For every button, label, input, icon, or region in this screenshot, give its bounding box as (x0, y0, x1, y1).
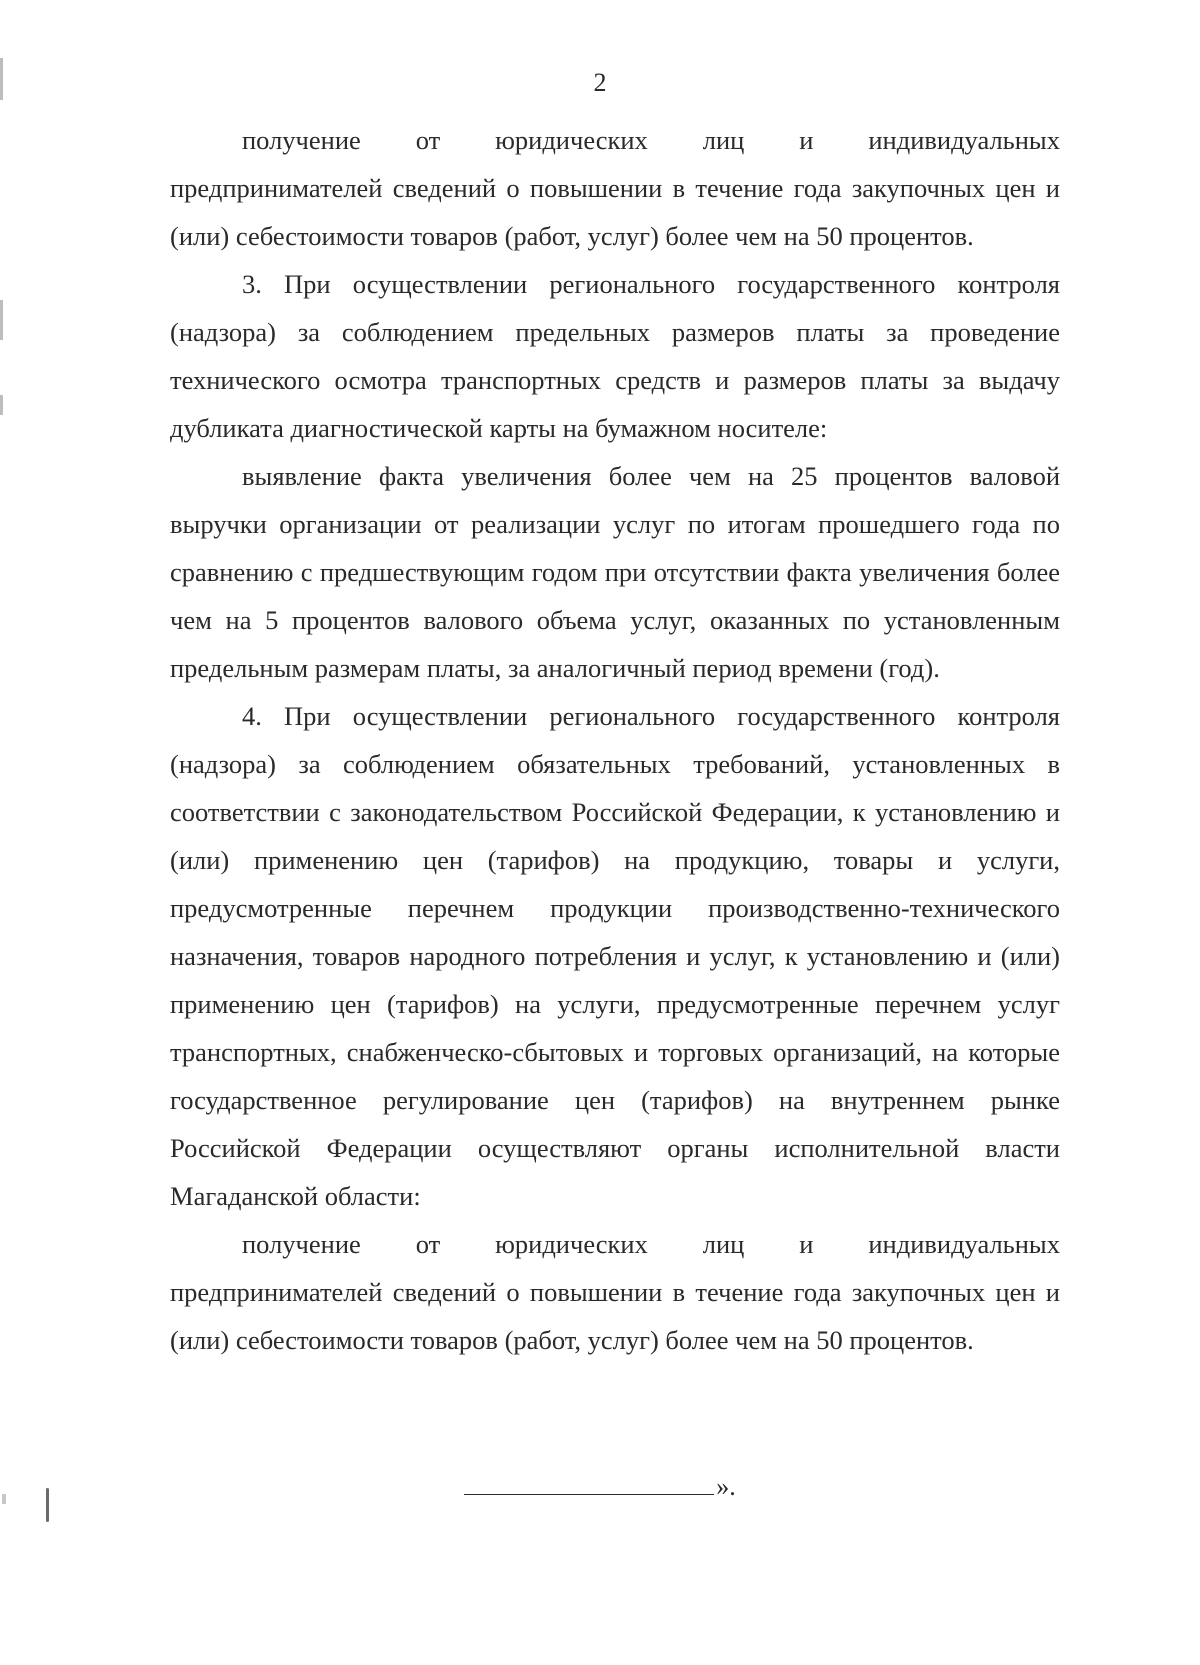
closing-rule (464, 1478, 714, 1495)
closing-line (0, 1472, 1200, 1502)
scan-artifact-mark (46, 1488, 49, 1522)
document-body (170, 116, 1060, 1364)
scan-margin-mark (0, 300, 3, 340)
closing-quote-mark: ». (716, 1472, 736, 1501)
scan-margin-mark (0, 395, 3, 415)
paragraph-item-4-condition-continuation: предпринимателей сведений о повышении в течение года закупочных цен и (или) себестоимости товаров (работ, услуг) более чем на 50 процентов. (170, 1277, 1060, 1355)
paragraph-1-continuation: предпринимателей сведений о повышении в течение года закупочных цен и (или) себестоимости товаров (работ, услуг) более чем на 50 процентов. (170, 173, 1060, 251)
paragraph-item-3: 3. При осуществлении регионального государственного контроля (надзора) за соблюдением предельных размеров платы за проведение технического осмотра транспортных средств и размеров платы за выдачу дубликата диагностической карты на бумажном носителе: (170, 269, 1060, 443)
paragraph-1-first-line: получение от юридических лиц и индивидуальных (242, 125, 1060, 155)
paragraph-item-4-condition-first-line: получение от юридических лиц и индивидуальных (242, 1229, 1060, 1259)
page-number: 2 (593, 68, 607, 97)
paragraph-item-4: 4. При осуществлении регионального государственного контроля (надзора) за соблюдением обязательных требований, установленных в соответствии с законодательством Российской Федерации, к установлению и (или) применению цен (тарифов) на продукцию, товары и услуги, предусмотренные перечнем продукции производственно-технического назначения, товаров народного потребления и услуг, к установлению и (или) применению цен (тарифов) на услуги, предусмотренные перечнем услуг транспортных, снабженческо-сбытовых и торговых организаций, на которые государственное регулирование цен (тарифов) на внутреннем рынке Российской Федерации осуществляют органы исполнительной власти Магаданской области: (170, 701, 1060, 1211)
scan-artifact-mark (2, 1494, 6, 1504)
paragraph-item-3-condition: выявление факта увеличения более чем на 25 процентов валовой выручки организации от реализации услуг по итогам прошедшего года по сравнению с предшествующим годом при отсутствии факта увеличения более чем на 5 процентов валового объема услуг, оказанных по установленным предельным размерам платы, за аналогичный период времени (год). (170, 461, 1060, 683)
